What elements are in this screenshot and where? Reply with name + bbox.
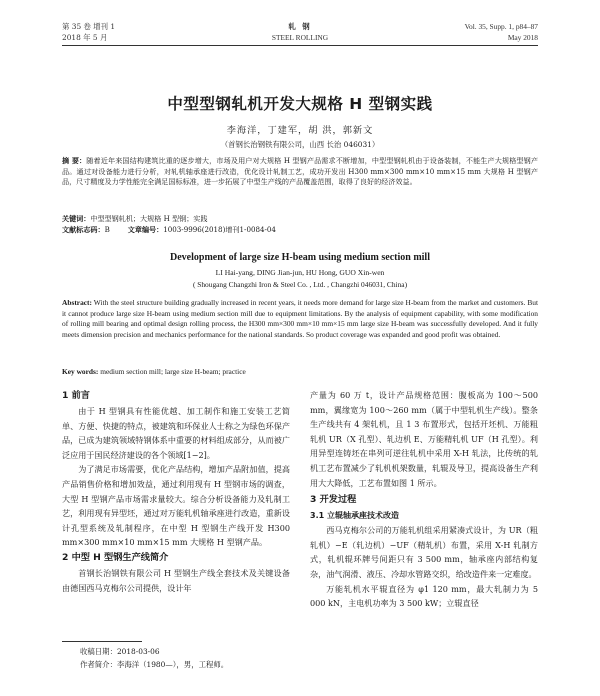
- header-rule: [62, 45, 538, 46]
- keywords-cn-label: 关键词：: [62, 214, 91, 223]
- clc-value: B: [104, 225, 110, 234]
- section-3-1-heading: 3.1 立辊轴承座技术改造: [310, 511, 399, 521]
- abstract-en-text: With the steel structure building gradually increased in recent years, it needs more demand for large size H-beam from the market and customers. But it cannot produce large size H-beam using medium section mill due to equipment limitations. By the analysis of equipment capability, with some modification of rolling mill bearing and optimal design rolling process, the H300 mm×300 mm×10 mm×15 mm large size H-beam was successfully developed. And it fully meets dimension precision and mechanics performance for the national standards. So product coverage was expanded and good profit was obtained.: [62, 298, 538, 339]
- section-2-heading: 2 中型 H 型钢生产线简介: [62, 551, 169, 563]
- section-3-1-paragraph-1: 西马克梅尔公司的万能轧机组采用紧凑式设计，为 UR（粗轧机）−E（轧边机）−UF（精轧机）布置，采用 X-H 轧制方式，轧机辊环牌号间距只有 3 500 mm，轴承座内部结构复杂，油气润滑、液压、冷却水管路交织，给改造件来一定难度。: [310, 525, 538, 579]
- section-1-heading: 1 前言: [62, 390, 90, 401]
- abstract-cn-label: 摘 要：: [62, 156, 87, 165]
- section-1-paragraph-2: 为了满足市场需要，优化产品结构，增加产品附加值，提高产品销售价格和增加效益，通过利用现有 H 型钢市场的调查，大型 H 型钢产品市场需求量较大。综合分析设备能力及轧制工艺，利用现有异型坯，通过对万能轧机轴承座进行改造，重新设计孔型系统及轧制程序，在中型 H 型钢生产线开发 H300 mm×300 mm×10 mm×15 mm 大规格 H 型钢产品。: [62, 464, 290, 548]
- authors-cn: 李海洋，丁建军，胡 洪，郭新文: [226, 125, 374, 136]
- article-id-label: 文章编号：: [127, 225, 164, 234]
- journal-issue-pages: Vol. 35, Supp. 1, p84–87: [464, 22, 538, 31]
- keywords-en-text: medium section mill; large size H-beam; practice: [100, 367, 246, 376]
- classification-line: [62, 225, 276, 235]
- abstract-en: [62, 298, 538, 362]
- journal-month: May 2018: [507, 33, 538, 42]
- section-3-1-paragraph-2: 万能轧机水平辊直径为 φ1 120 mm，最大轧制力为 5 000 kN，主电机功率为 3 500 kW；立辊直径: [310, 583, 538, 609]
- journal-name-en: STEEL ROLLING: [271, 33, 329, 42]
- keywords-en: [62, 367, 246, 377]
- section-2-paragraph-1: 首钢长治钢铁有限公司 H 型钢生产线全套技术及关键设备由德国西马克梅尔公司提供，设计年: [62, 567, 290, 593]
- authors-en: LI Hai-yang, DING Jian-jun, HU Hong, GUO Xin-wen: [215, 268, 385, 277]
- abstract-cn: [62, 156, 538, 210]
- section-2-paragraph-cont: 产量为 60 万 t，设计产品规格范围：腹板高为 100～500 mm，翼缘宽为 100～260 mm（属于中型轧机生产线）。整条生产线共有 4 架轧机，且 1 3 布置形式，包括开坯机、万能粗轧机 UR（X 孔型）、轧边机 E、万能精轧机 UF（H 孔型）。利用异型连铸坯在串列可逆往轧机中采用 X-H 轧法，比传统的轧机工艺布置减少了轧机机架数量，轧辊及导卫，提高设备生产利用大大降低，工艺布置如图 1 所示。: [310, 390, 538, 488]
- article-id-value: 1003-9996(2018)增刊1-0084-04: [163, 225, 276, 234]
- journal-name-cn: 轧 钢: [288, 22, 312, 31]
- footnote-rule: [62, 641, 142, 642]
- journal-volume: 第 35 卷 增刊 1: [62, 22, 116, 31]
- affiliation-cn: （首钢长治钢铁有限公司，山西 长治 046031）: [220, 140, 380, 149]
- right-column: [310, 388, 538, 688]
- keywords-en-label: Key words:: [62, 367, 99, 376]
- abstract-en-label: Abstract:: [62, 298, 92, 307]
- section-1-paragraph-1: 由于 H 型钢具有性能优越、加工制作和施工安装工艺简单、方便、快捷的特点，被建筑和环保业人士称之为绿色环保产品，已成为建筑领域特钢体系中重要的材料组成部分，从而被广泛应用于国民经济建设的各个领域[1−2]。: [62, 406, 290, 460]
- journal-date: 2018 年 5 月: [62, 33, 108, 42]
- clc-label: 文献标志码：: [62, 225, 105, 234]
- section-3-heading: 3 开发过程: [310, 494, 357, 506]
- footnote-author: 作者简介：李海洋（1980—），男，工程师。: [80, 660, 229, 669]
- left-column: [62, 388, 290, 638]
- paper-title-en: Development of large size H-beam using medium section mill: [170, 252, 430, 263]
- keywords-cn: [62, 214, 207, 224]
- affiliation-en: ( Shougang Changzhi Iron & Steel Co. , Ltd. , Changzhi 046031, China): [192, 280, 408, 289]
- abstract-cn-text: 随着近年来国结构建筑比重的逐步增大，市场及用户对大规格 H 型钢产品需求不断增加，中型型钢轧机由于设备装制，不能生产大规格型钢产品。通过对设备能力进行分析，对轧机轴承座进行改造，优化设计轧制工艺，成功开发出 H300 mm×300 mm×10 mm×15 mm 大规格 H 型钢产品，尺寸精度及力学性能完全满足国标标准，进一步拓展了中型生产线的产品覆盖范围，取得了良好的经济效益。: [62, 156, 538, 187]
- paper-title-cn: 中型型钢轧机开发大规格 H 型钢实践: [167, 95, 433, 113]
- footnote-received: 收稿日期：2018-03-06: [80, 647, 160, 656]
- keywords-cn-text: 中型型钢轧机；大规格 H 型钢；实践: [90, 214, 208, 223]
